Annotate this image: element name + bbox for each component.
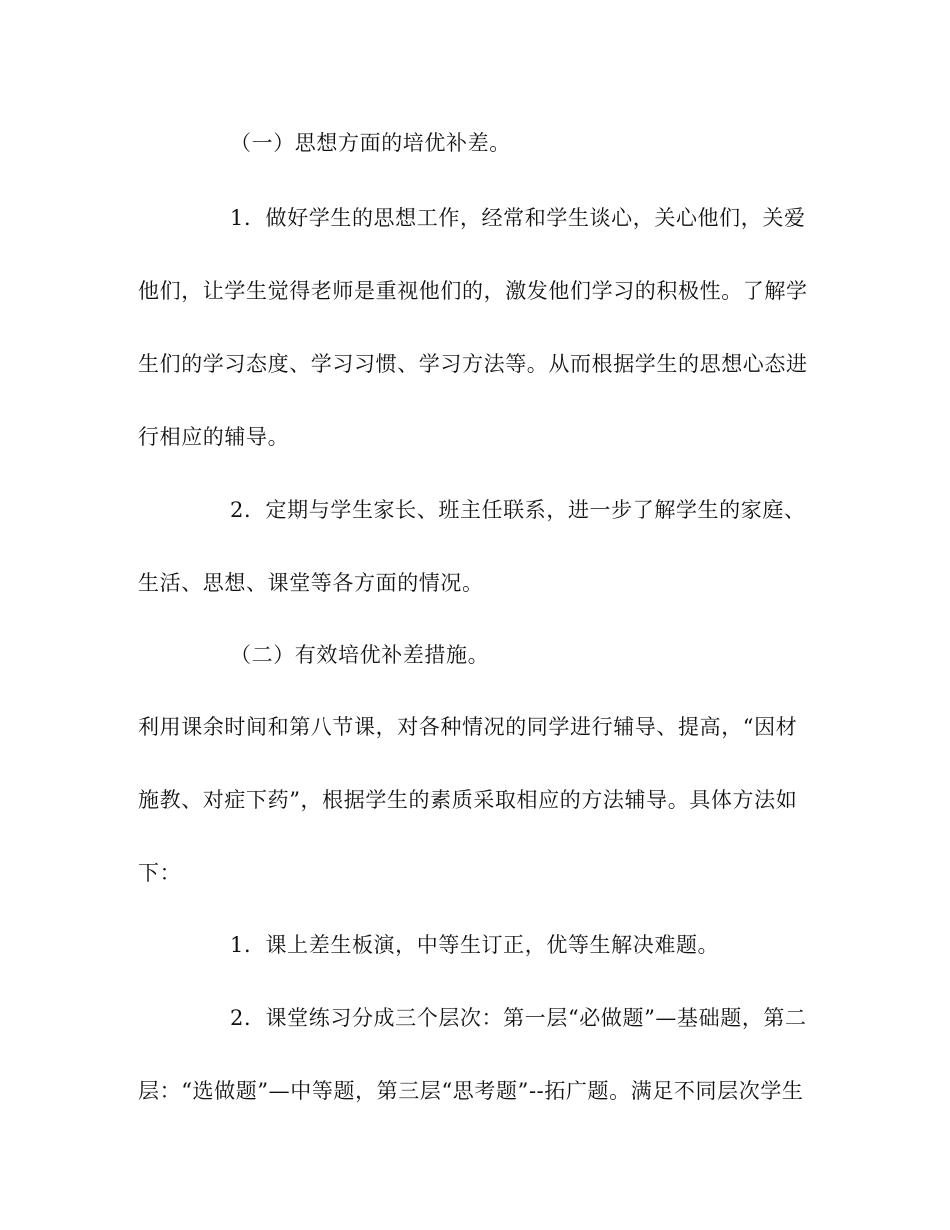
- paragraph-line: 下：: [138, 861, 182, 885]
- paragraph-line: 生活、思想、课堂等各方面的情况。: [138, 571, 484, 595]
- paragraph-line: 层：“选做题”—中等题，第三层“思考题”--拓广题。满足不同层次学生: [138, 1079, 804, 1103]
- paragraph-line: 行相应的辅导。: [138, 425, 290, 449]
- paragraph-line: 施教、对症下药”，根据学生的素质采取相应的方法辅导。具体方法如: [138, 788, 798, 812]
- paragraph-line: 2．定期与学生家长、班主任联系，进一步了解学生的家庭、: [230, 498, 806, 522]
- section-heading-2: （二）有效培优补差措施。: [230, 643, 490, 667]
- paragraph-line: 1．做好学生的思想工作，经常和学生谈心，关心他们，关爱: [230, 206, 806, 230]
- paragraph-line: 生们的学习态度、学习习惯、学习方法等。从而根据学生的思想心态进: [138, 352, 808, 376]
- paragraph-line: 1．课上差生板演，中等生订正，优等生解决难题。: [230, 933, 720, 957]
- paragraph-line: 利用课余时间和第八节课，对各种情况的同学进行辅导、提高，“因材: [138, 715, 798, 739]
- section-heading-1: （一）思想方面的培优补差。: [230, 131, 511, 155]
- paragraph-line: 他们，让学生觉得老师是重视他们的，激发他们学习的积极性。了解学: [138, 279, 808, 303]
- paragraph-line: 2．课堂练习分成三个层次：第一层“必做题”—基础题，第二: [230, 1006, 807, 1030]
